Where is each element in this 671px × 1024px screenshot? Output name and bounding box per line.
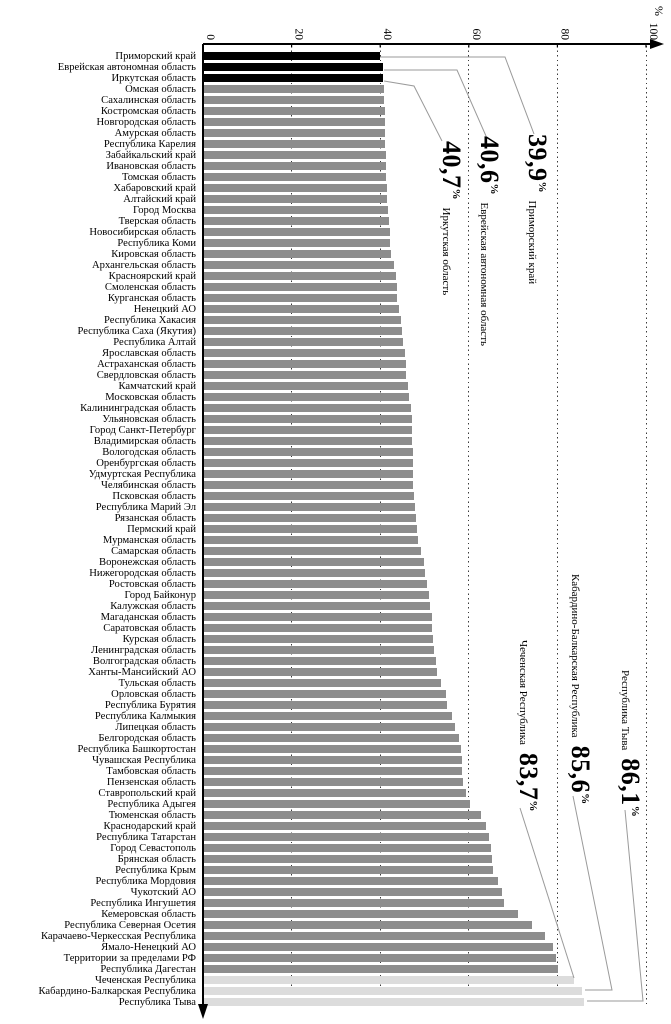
category-label: Кемеровская область: [101, 908, 196, 920]
category-label: Оренбургская область: [96, 457, 196, 469]
category-label: Республика Саха (Якутия): [77, 325, 196, 337]
category-label: Республика Ингушетия: [90, 897, 196, 909]
category-label: Алтайский край: [123, 193, 196, 205]
category-label: Республика Мордовия: [95, 875, 196, 887]
callout-unit: %: [450, 188, 462, 200]
category-label: Приморский край: [115, 50, 196, 62]
callout-bottom-2: [615, 670, 645, 817]
category-label: Республика Крым: [115, 864, 196, 876]
category-label: Магаданская область: [100, 611, 196, 623]
category-label: Чукотский АО: [130, 886, 196, 898]
category-label: Новгородская область: [96, 116, 196, 128]
category-label: Омская область: [125, 83, 196, 95]
callout-region: Чеченская Республика: [517, 640, 529, 745]
category-label: Московская область: [105, 391, 196, 403]
axis-unit-label: %: [652, 6, 666, 16]
category-label: Сахалинская область: [101, 94, 196, 106]
category-label: Ростовская область: [108, 578, 196, 590]
callout-region: Кабардино-Балкарская Республика: [569, 574, 581, 738]
category-label: Забайкальский край: [105, 149, 196, 161]
category-label: Камчатский край: [118, 380, 196, 392]
category-label: Республика Башкортостан: [77, 743, 196, 755]
tick-label: 60: [469, 28, 482, 40]
category-label: Архангельская область: [92, 259, 196, 271]
callout-top-0: [522, 134, 552, 284]
category-label: Волгоградская область: [92, 655, 196, 667]
category-label: Хабаровский край: [113, 182, 196, 194]
category-label: Республика Дагестан: [100, 963, 196, 975]
category-label: Владимирская область: [93, 435, 196, 447]
category-label: Мурманская область: [102, 534, 196, 546]
category-label: Еврейская автономная область: [57, 61, 196, 73]
callout-value: 39,9: [523, 134, 552, 182]
category-label: Калужская область: [110, 600, 196, 612]
tick-label: 100: [647, 22, 659, 40]
category-label: Орловская область: [111, 688, 196, 700]
category-label: Тульская область: [118, 677, 196, 689]
category-label: Город Севастополь: [110, 842, 196, 854]
leader-line: [520, 808, 574, 978]
category-label: Вологодская область: [102, 446, 196, 458]
category-label: Новосибирская область: [89, 226, 196, 238]
category-label: Саратовская область: [103, 622, 196, 634]
callout-region: Еврейская автономная область: [478, 202, 490, 347]
callout-bottom-0: [513, 640, 543, 811]
leader-line: [384, 70, 486, 136]
category-label: Кировская область: [111, 248, 196, 260]
category-label: Ханты-Мансийский АО: [88, 666, 196, 678]
category-label: Костромская область: [100, 105, 196, 117]
callout-top-1: [474, 136, 504, 346]
category-label: Брянская область: [117, 853, 196, 865]
callout-region: Республика Тыва: [619, 670, 631, 751]
callout-region: Иркутская область: [440, 207, 452, 296]
category-label: Тюменская область: [108, 809, 196, 821]
category-label: Смоленская область: [104, 281, 196, 293]
category-label: Ульяновская область: [102, 413, 196, 425]
leader-line: [384, 81, 442, 141]
category-label: Республика Коми: [117, 237, 196, 249]
category-label: Нижегородская область: [89, 567, 196, 579]
leader-line: [573, 796, 612, 990]
callout-unit: %: [527, 800, 539, 812]
category-label: Республика Бурятия: [104, 699, 196, 711]
category-label: Республика Хакасия: [104, 314, 196, 326]
y-axis-arrow-icon: [198, 1004, 208, 1019]
category-label: Удмуртская Республика: [88, 468, 196, 480]
category-label: Челябинская область: [101, 479, 196, 491]
category-label: Тамбовская область: [106, 765, 196, 777]
category-label: Краснодарский край: [103, 820, 196, 832]
category-label: Город Байконур: [124, 589, 196, 601]
callout-value: 85,6: [566, 745, 595, 794]
category-label: Ямало-Ненецкий АО: [101, 941, 196, 953]
category-label: Тверская область: [118, 215, 196, 227]
callout-unit: %: [579, 793, 591, 805]
category-label: Ярославская область: [101, 347, 196, 359]
category-label: Псковская область: [112, 490, 196, 502]
category-label: Самарская область: [111, 545, 196, 557]
callout-value: 40,6: [475, 136, 504, 184]
category-label: Карачаево-Черкесская Республика: [40, 930, 196, 942]
category-label: Красноярский край: [108, 270, 196, 282]
tick-label: 40: [381, 28, 394, 40]
category-label: Липецкая область: [115, 721, 196, 733]
callout-value: 86,1: [616, 758, 645, 806]
category-label: Астраханская область: [97, 358, 196, 370]
x-axis-arrow-icon: [650, 39, 664, 49]
category-label: Пермский край: [127, 523, 196, 535]
category-label: Белгородская область: [98, 732, 196, 744]
category-label: Амурская область: [114, 127, 196, 139]
callout-value: 83,7: [514, 752, 543, 801]
category-label: Томская область: [122, 171, 196, 183]
category-label: Ставропольский край: [98, 787, 196, 799]
category-label: Чувашская Республика: [92, 754, 196, 766]
callout-unit: %: [536, 181, 548, 193]
callout-bottom-1: [565, 574, 595, 804]
category-label: Республика Тыва: [118, 996, 196, 1008]
tick-label: 80: [558, 28, 571, 40]
category-label: Иркутская область: [111, 72, 196, 84]
category-label: Республика Адыгея: [107, 798, 196, 810]
category-label: Город Санкт-Петербург: [89, 424, 196, 436]
category-label: Воронежская область: [99, 556, 196, 568]
category-label: Республика Алтай: [113, 336, 196, 348]
category-label: Свердловская область: [96, 369, 196, 381]
leader-line: [380, 57, 534, 134]
category-label: Ненецкий АО: [133, 303, 196, 315]
category-label: Кабардино-Балкарская Республика: [38, 985, 196, 997]
category-label: Ивановская область: [106, 160, 196, 172]
callout-unit: %: [629, 805, 641, 817]
category-label: Территории за пределами РФ: [63, 952, 196, 964]
callout-value: 40,7: [437, 141, 466, 189]
category-label: Чеченская Республика: [95, 974, 196, 986]
category-label: Республика Калмыкия: [94, 710, 196, 722]
callout-top-2: [436, 141, 466, 295]
tick-label: 0: [204, 34, 216, 40]
category-label: Калининградская область: [80, 402, 196, 414]
category-label: Пензенская область: [106, 776, 196, 788]
category-label: Республика Северная Осетия: [64, 919, 196, 931]
category-label: Курганская область: [107, 292, 196, 304]
category-label: Ленинградская область: [90, 644, 196, 656]
callout-unit: %: [488, 183, 500, 195]
category-label: Республика Карелия: [103, 138, 196, 150]
category-label: Рязанская область: [114, 512, 196, 524]
category-label: Республика Марий Эл: [95, 501, 196, 513]
callout-region: Приморский край: [526, 200, 538, 285]
category-label: Город Москва: [133, 204, 196, 216]
category-label: Курская область: [122, 633, 196, 645]
tick-label: 20: [292, 28, 305, 40]
category-label: Республика Татарстан: [96, 831, 196, 843]
